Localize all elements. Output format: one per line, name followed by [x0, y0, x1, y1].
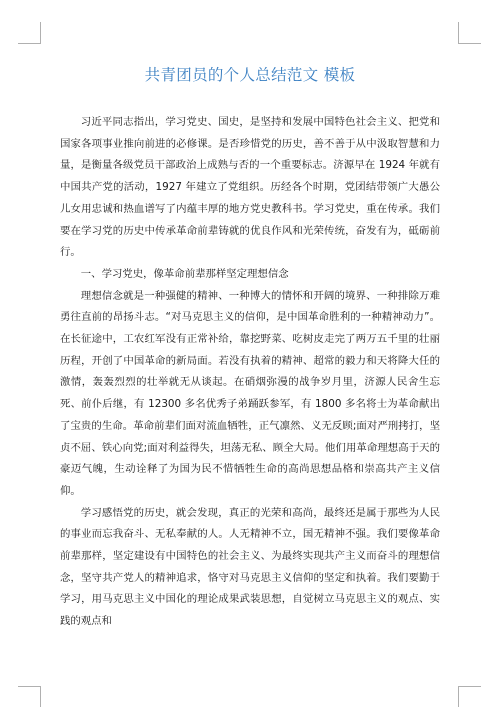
- crop-mark-top-right: [458, 43, 481, 44]
- crop-mark-top-left: [18, 43, 41, 44]
- document-title: 共青团员的个人总结范文 模板: [144, 66, 356, 84]
- paragraph-intro: 习近平同志指出，学习党史、国史，是坚持和发展中国特色社会主义、把党和国家各项事业推向前进的必修课。是否珍惜党的历史，善不善于从中汲取智慧和力量，是衡量各级党员干部政治上成熟与否的一个重要标志。济源早在 1924 年就有中国共产党的活动，1927 年建立了党组织。历经各个时期，党团结带领广大愚公儿女用忠诚和热血谱写了内蕴丰厚的地方党史教科书。学习党史，重在传承。我们要在学习党的历史中传承革命前辈铸就的优良作风和光荣传统，奋发有为，砥砺前行。: [60, 116, 440, 259]
- crop-mark-bottom-left: [40, 686, 41, 707]
- paragraph-ideals: 理想信念就是一种强健的精神、一种博大的情怀和开阔的境界、一种排除万难勇往直前的昂扬斗志。“对马克思主义的信仰，是中国革命胜利的一种精神动力”。在长征途中，工农红军没有正常补给，靠挖野菜、吃树皮走完了两万五千里的壮丽历程，开创了中国革命的新局面。若没有执着的精神、超常的毅力和天将降大任的激情，轰轰烈烈的壮举就无从谈起。在硝烟弥漫的战争岁月里，济源人民舍生忘死、前仆后继，有 12300 多名优秀子弟踊跃参军，有 1800 多名将士为革命献出了宝贵的生命。革命前辈们面对流血牺牲，正气凛然、义无反顾;面对严刑拷打，坚贞不屈、铁心向党;面对利益得失，坦荡无私、顾全大局。他们用革命理想高于天的豪迈气魄，生动诠释了为国为民不惜牺牲生命的高尚思想品格和崇高共产主义信仰。: [60, 289, 440, 497]
- crop-mark-top-right: [458, 22, 459, 44]
- document-body: [60, 112, 440, 633]
- crop-mark-top-left: [40, 22, 41, 44]
- crop-mark-bottom-right: [458, 686, 481, 687]
- section-heading: 一、学习党史，像革命前辈那样坚定理想信念: [80, 267, 289, 280]
- crop-mark-bottom-right: [458, 686, 459, 707]
- paragraph-reflection: 学习感悟党的历史，就会发现，真正的光荣和高尚，最终还是属于那些为人民的事业而忘我奋斗、无私奉献的人。人无精神不立，国无精神不强。我们要像革命前辈那样，坚定建设有中国特色的社会主义、为最终实现共产主义而奋斗的理想信念，坚守共产党人的精神追求，恪守对马克思主义信仰的坚定和执着。我们要勤于学习，用马克思主义中国化的理论成果武装思想，自觉树立马克思主义的观点、实践的观点和: [60, 506, 440, 628]
- crop-mark-bottom-left: [18, 686, 41, 687]
